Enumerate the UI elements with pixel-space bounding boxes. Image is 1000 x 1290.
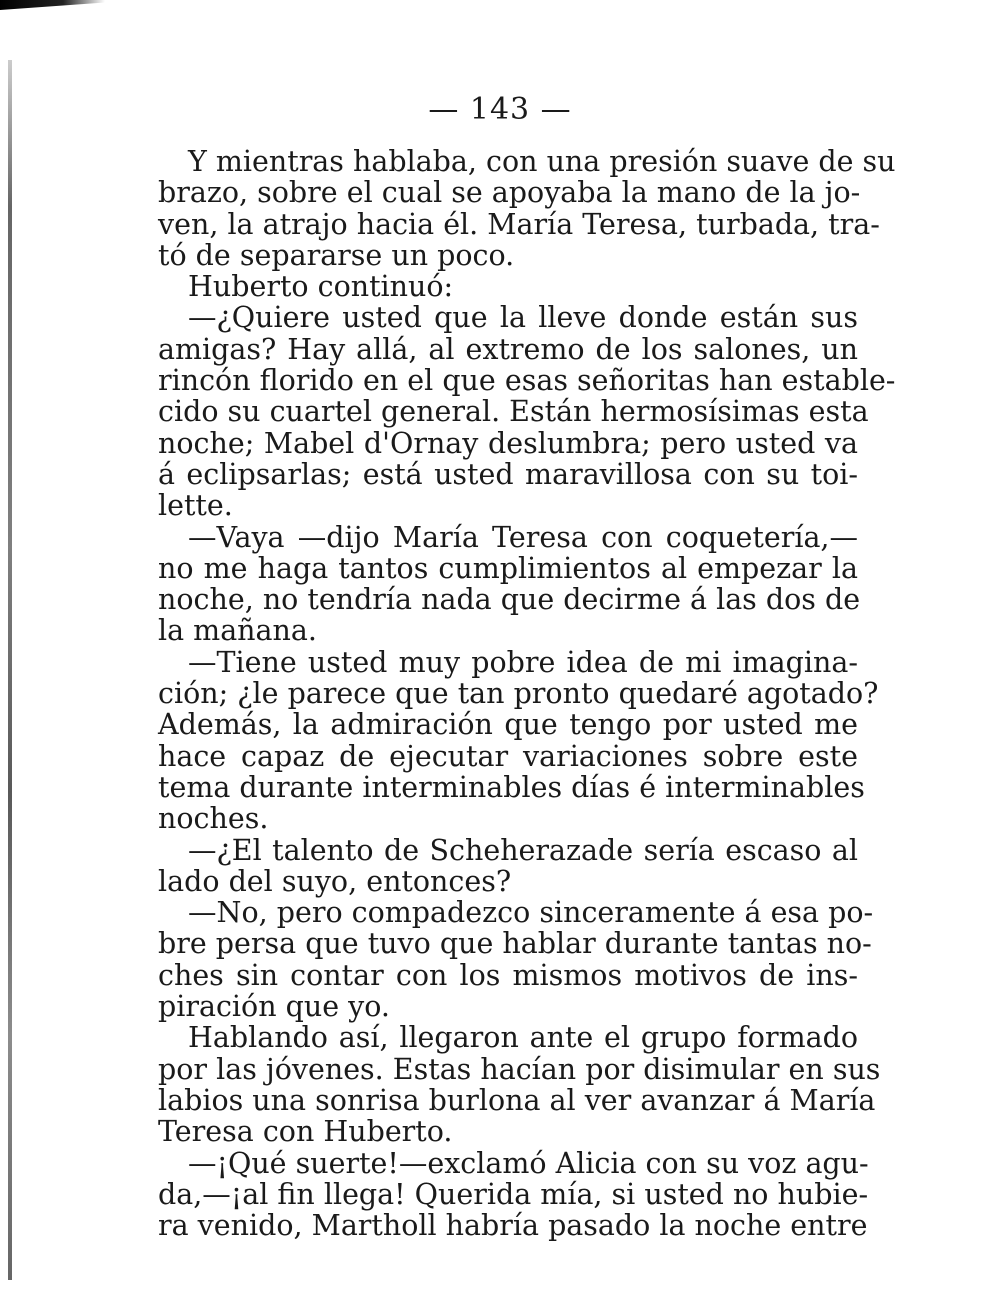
text-line: —¿Quiere usted que la lleve donde están sus: [188, 301, 858, 335]
text-line: —Tiene usted muy pobre idea de mi imagina-: [188, 645, 858, 679]
text-line: cido su cuartel general. Están hermosísimas esta: [158, 395, 869, 429]
text-line: la mañana.: [158, 614, 317, 648]
text-line: piración que yo.: [158, 990, 390, 1024]
text-line: noches.: [158, 802, 269, 836]
text-line: hace capaz de ejecutar variaciones sobre este: [158, 739, 858, 773]
text-line: da,—¡al fin llega! Querida mía, si usted no hubie-: [158, 1177, 869, 1211]
text-line: lado del suyo, entonces?: [158, 864, 512, 898]
text-line: bre persa que tuvo que hablar durante tantas no-: [158, 927, 872, 961]
page-number: — 143 —: [428, 92, 572, 127]
text-line: ra venido, Martholl habría pasado la noche entre: [158, 1209, 868, 1243]
text-line: —No, pero compadezco sinceramente á esa po-: [188, 896, 874, 930]
text-line: —Vaya —dijo María Teresa con coquetería,—: [188, 520, 858, 554]
text-line: Y mientras hablaba, con una presión suave de su: [188, 145, 896, 178]
text-line: labios una sonrisa burlona al ver avanzar á María: [158, 1083, 876, 1117]
text-line: Hablando así, llegaron ante el grupo formado: [188, 1021, 858, 1055]
text-line: ches sin contar con los mismos motivos de ins-: [158, 958, 858, 992]
text-line: noche; Mabel d'Ornay deslumbra; pero usted va: [158, 426, 858, 460]
text-line: tó de separarse un poco.: [158, 238, 515, 272]
text-line: por las jóvenes. Estas hacían por disimular en sus: [158, 1052, 881, 1086]
text-line: no me haga tantos cumplimientos al empezar la: [158, 551, 858, 585]
text-line: lette.: [158, 489, 233, 523]
body-text: [158, 145, 896, 1243]
text-line: Teresa con Huberto.: [158, 1115, 453, 1149]
scan-corner-mark: [0, 0, 105, 10]
text-line: ción; ¿le parece que tan pronto quedaré agotado?: [158, 677, 879, 711]
text-line: noche, no tendría nada que decirme á las dos de: [158, 583, 861, 617]
text-line: amigas? Hay allá, al extremo de los salones, un: [158, 332, 858, 366]
text-line: ven, la atrajo hacia él. María Teresa, turbada, tra-: [158, 207, 880, 241]
text-line: Huberto continuó:: [188, 270, 454, 304]
text-line: á eclipsarlas; está usted maravillosa con su toi-: [158, 457, 858, 491]
text-line: —¿El talento de Scheherazade sería escaso al: [188, 833, 858, 867]
text-line: Además, la admiración que tengo por usted me: [158, 708, 858, 742]
text-line: brazo, sobre el cual se apoyaba la mano de la jo-: [158, 176, 861, 210]
text-line: —¡Qué suerte!—exclamó Alicia con su voz agu-: [188, 1146, 869, 1180]
scan-edge-shadow: [8, 60, 12, 1280]
text-line: rincón florido en el que esas señoritas han estable-: [158, 364, 896, 398]
text-line: tema durante interminables días é interminables: [158, 770, 865, 804]
